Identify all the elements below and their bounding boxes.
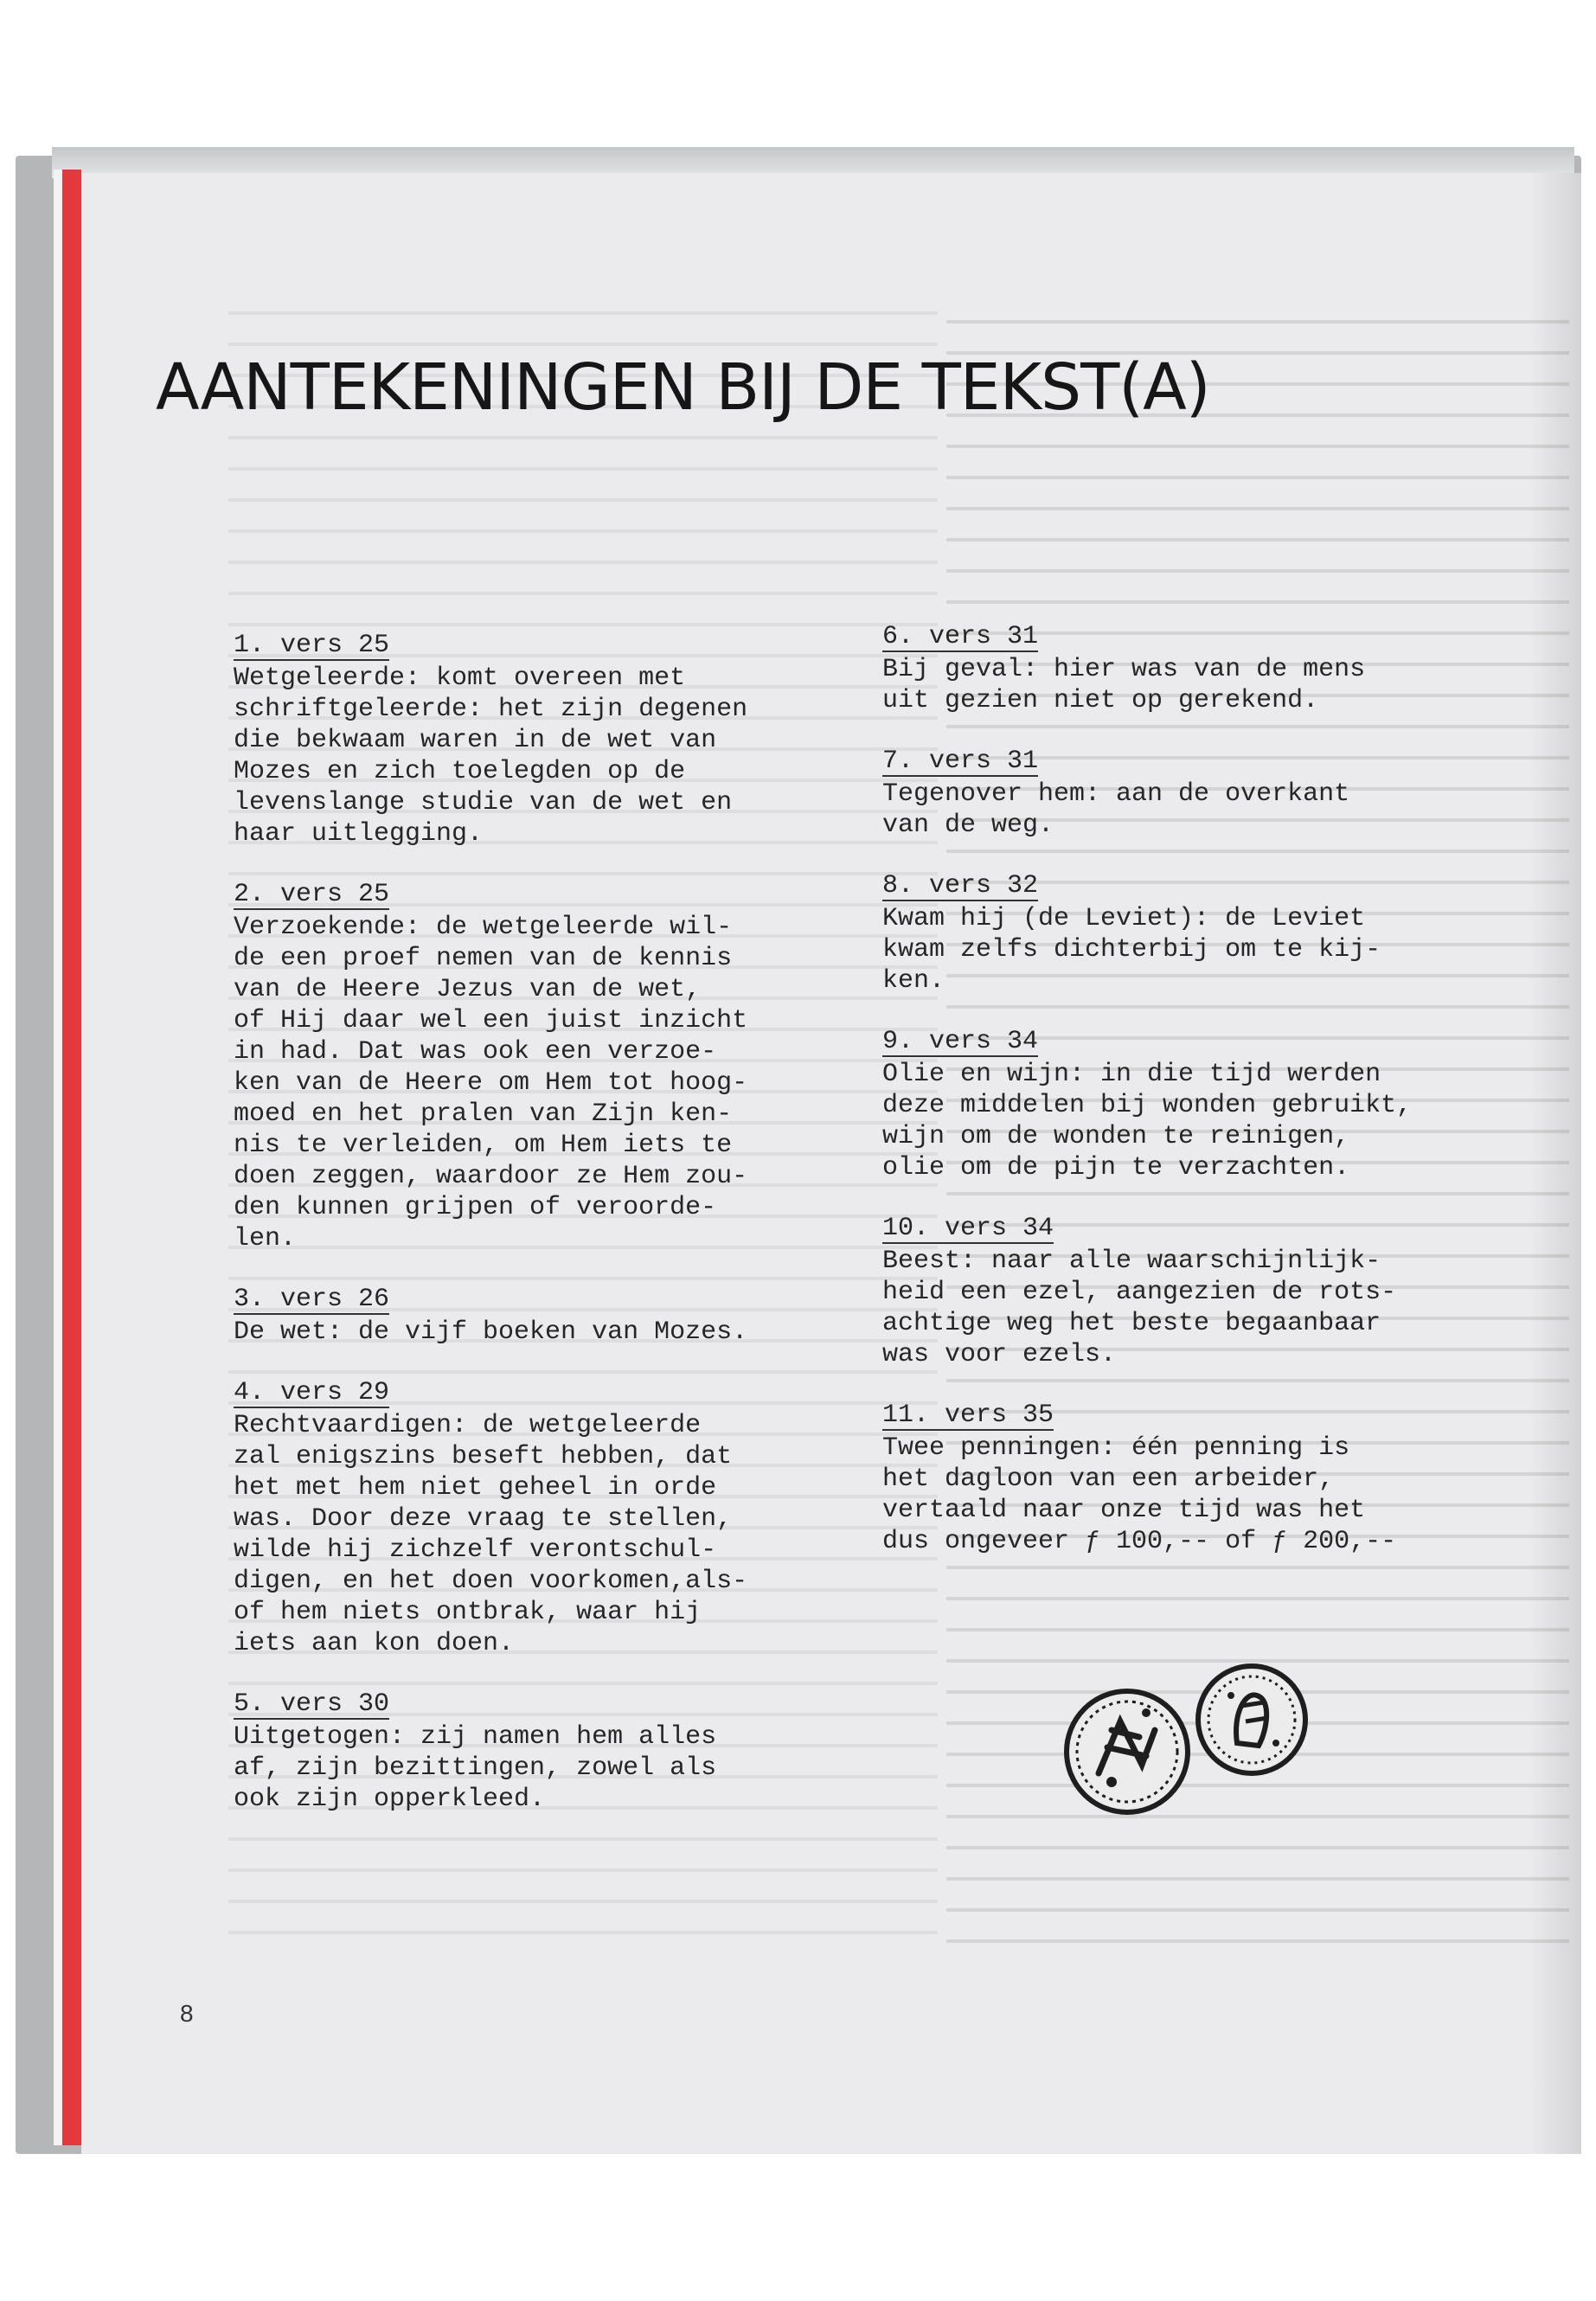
note-body: De wet: de vijf boeken van Mozes. [234, 1317, 748, 1347]
note-6 [882, 621, 1505, 716]
note-body: Twee penningen: één penning is het dagloon van een arbeider, vertaald naar onze tijd was het dus ongeveer ƒ 100,-- of ƒ 200,-- [882, 1433, 1397, 1556]
note-body: Beest: naar alle waarschijnlijk- heid een ezel, aangezien de rots- achtige weg het beste begaanbaar was voor ezels. [882, 1247, 1397, 1369]
note-heading: 9. vers 34 [882, 1027, 1039, 1056]
coin-illustration [1060, 1661, 1319, 1817]
note-5 [234, 1689, 856, 1815]
note-body: Tegenover hem: aan de overkant van de weg. [882, 779, 1350, 840]
note-4 [234, 1377, 856, 1659]
note-heading: 2. vers 25 [234, 880, 390, 909]
page-number: 8 [180, 2000, 194, 2027]
note-body: Kwam hij (de Leviet): de Leviet kwam zelfs dichterbij om te kij- ken. [882, 904, 1381, 996]
coin-left-icon [1067, 1691, 1188, 1812]
coin-right-icon [1198, 1666, 1305, 1773]
note-body: Uitgetogen: zij namen hem alles af, zijn bezittingen, zowel als ook zijn opperkleed. [234, 1722, 717, 1814]
page-title: AANTEKENINGEN BIJ DE TEKST(A) [156, 350, 1210, 425]
note-heading: 11. vers 35 [882, 1400, 1054, 1430]
note-11 [882, 1400, 1505, 1557]
note-body: Olie en wijn: in die tijd werden deze middelen bij wonden gebruikt, wijn om de wonden te reinigen, olie om de pijn te verzachten. [882, 1060, 1413, 1183]
note-heading: 4. vers 29 [234, 1378, 390, 1407]
note-3 [234, 1284, 856, 1348]
page-edge-white [54, 170, 62, 2145]
note-8 [882, 870, 1505, 997]
note-body: Wetgeleerde: komt overeen met schriftgeleerde: het zijn degenen die bekwaam waren in de wet van Mozes en zich toelegden op de levenslange studie van de wet en haar uitlegging. [234, 663, 748, 849]
note-body: Bij geval: hier was van de mens uit gezien niet op gerekend. [882, 655, 1366, 715]
left-notes-column [234, 630, 856, 1844]
note-heading: 1. vers 25 [234, 631, 390, 660]
note-2 [234, 879, 856, 1254]
red-page-edge [62, 170, 81, 2145]
note-10 [882, 1213, 1505, 1370]
note-7 [882, 746, 1505, 841]
note-body: Rechtvaardigen: de wetgeleerde zal enigszins beseft hebben, dat het met hem niet geheel in orde was. Door deze vraag te stellen, wilde hij zichzelf verontschul- digen, en het doen voorkomen,als- of hem niets ontbrak, waar hij iets aan kon doen. [234, 1411, 748, 1658]
note-1 [234, 630, 856, 849]
note-heading: 8. vers 32 [882, 871, 1039, 901]
note-9 [882, 1026, 1505, 1183]
note-heading: 3. vers 26 [234, 1285, 390, 1314]
note-heading: 5. vers 30 [234, 1689, 390, 1719]
note-heading: 10. vers 34 [882, 1214, 1054, 1243]
note-heading: 7. vers 31 [882, 747, 1039, 776]
note-body: Verzoekende: de wetgeleerde wil- de een proef nemen van de kennis van de Heere Jezus van de wet, of Hij daar wel een juist inzicht in had. Dat was ook een verzoe- ken van de Heere om Hem tot hoog- moed en het pralen van Zijn ken- nis te verleiden, om Hem iets te doen zeggen, waardoor ze Hem zou- den kunnen grijpen of veroorde- len. [234, 913, 748, 1253]
note-heading: 6. vers 31 [882, 622, 1039, 651]
right-notes-column [882, 621, 1505, 1586]
page-gutter-shadow [1529, 173, 1581, 2154]
